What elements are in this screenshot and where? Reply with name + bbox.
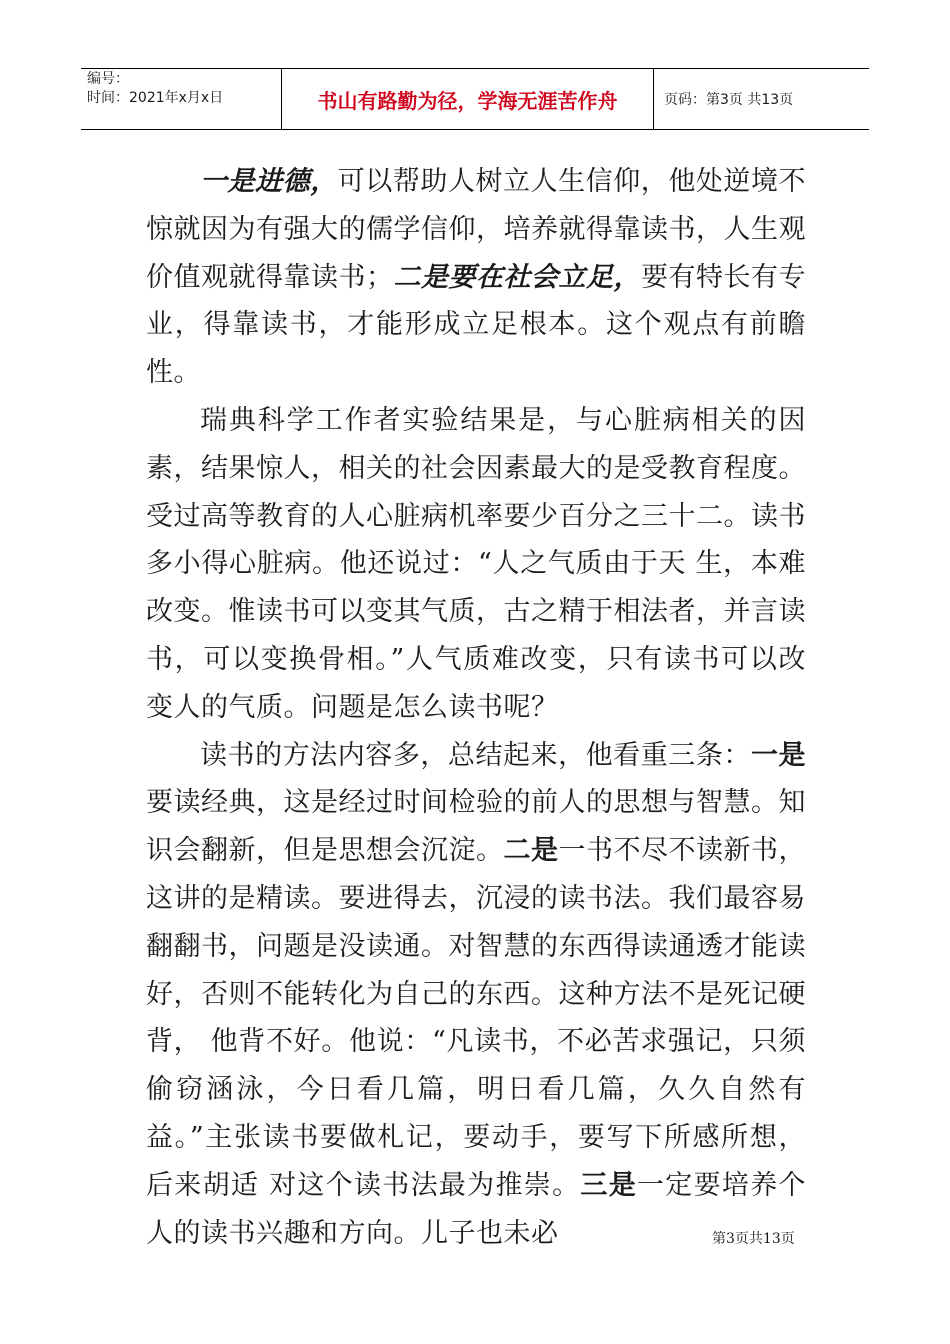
header-meta [81,69,282,129]
emphasis-text: 二是要在社会立足， [393,261,641,293]
body-text: 一书不尽不读新书，这讲的是精读。要进得去，沉浸的读书法。我们最容易翻翻书，问题是没读通。对智慧的东西得读通透才能读好，否则不能转化为自己的东西。这种方法不是死记硬背， 他背不好。他说：“凡读书，不必苦求强记，只须偷窃涵泳，今日看几篇，明日看几篇，久久自然有益。”主张读书要做札记，要动手，要写下所感所想，后来胡适 对这个读书法最为推崇。 [146,835,806,1201]
body-text: 读书的方法内容多，总结起来，他看重三条： [200,739,751,771]
header-page-number: 页码：第3页 共13页 [664,92,794,108]
paragraph [146,158,806,397]
document-body [146,158,806,1257]
header-motto: 书山有路勤为径，学海无涯苦作舟 [282,69,654,129]
document-number-label: 编号： [87,71,129,87]
paragraph [146,732,806,1258]
document-date: 时间：2021年x月x日 [87,90,224,106]
emphasis-text: 二是 [503,835,559,867]
emphasis-text: 一是 [750,739,807,771]
body-text: 瑞典科学工作者实验结果是，与心脏病相关的因素，结果惊人，相关的社会因素最大的是受教育程度。受过高等教育的人心脏病机率要少百分之三十二。读书多小得心脏病。他还说过：“人之气质由于天 生，本难改变。惟读书可以变其气质，古之精于相法者，并言读书，可以变换骨相。”人气质难改变，只有读书可以改变人的气质。问题是怎么读书呢？ [146,404,806,723]
page-header [81,68,869,130]
emphasis-text: 一是进德， [200,166,338,197]
footer-page-number: 第3页共13页 [712,1231,795,1247]
body-text: 一定要培养个人的读书兴趣和方向。儿子也未必 [146,1169,807,1249]
emphasis-text: 三是 [580,1169,637,1201]
body-text: 要读经典，这是经过时间检验的前人的思想与智慧。知识会翻新，但是思想会沉淀。 [146,787,806,867]
paragraph [146,397,806,732]
body-text: 可以帮助人树立人生信仰，他处逆境不惊就因为有强大的儒学信仰，培养就得靠读书，人生观价值观就得靠读书； [146,166,807,293]
body-text: 要有特长有专业，得靠读书，才能形成立足根本。这个观点有前瞻性。 [146,261,806,389]
